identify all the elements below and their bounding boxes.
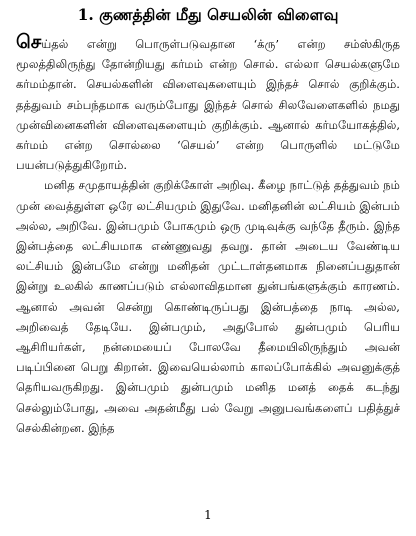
paragraph-1-text: ய்தல் என்று பொருள்படுவதான ‘க்ரு’ என்ற சம்ஸ்கிருத மூலத்திலிருந்து தோன்றியது கர்மம் என்ற சொல். எல்லா செயல்களுமே கர்மம்தான். செயல்களின் விளைவுகளையும் இந்தச் சொல் குறிக்கும். தத்துவம் சம்பந்தமாக வரும்போது இந்தச் சொல் சிலவேளைகளில் நமது முன்வினைகளின் விளைவுகளையும் குறிக்கும். ஆனால் கர்மயோகத்தில், கர்மம் என்ற சொல்லை ‘செயல்’ என்ற பொருளில் மட்டுமே பயன்படுத்துகிறோம். [16, 37, 400, 173]
paragraph-2-text: மனித சமுதாயத்தின் குறிக்கோள் அறிவு. கீழை நாட்டுத் தத்துவம் நம் முன் வைத்துள்ள ஒரே லட்சியமும் இதுவே. மனிதனின் லட்சியம் இன்பம் அல்ல, அறிவே. இன்பமும் போகமும் ஒரு முடிவுக்கு வந்தே தீரும். இந்த இன்பத்தை லட்சியமாக எண்ணுவது தவறு. தான் அடைய வேண்டிய லட்சியம் இன்பமே என்று மனிதன் முட்டாள்தனமாக நினைப்பதுதான் இன்று உலகில் காணப்படும் எல்லாவிதமான துன்பங்களுக்கும் காரணம். ஆனால் அவன் சென்று கொண்டிருப்பது இன்பத்தை நாடி அல்ல, அறிவைத் தேடியே. இன்பமும், அதுபோல் துன்பமும் பெரிய ஆசிரியர்கள், நன்மையைப் போலவே தீமையிலிருந்தும் அவன் படிப்பினை பெறு கிறான். இவையெல்லாம் காலப்போக்கில் அவனுக்குத் தெரியவருகிறது. இன்பமும் துன்பமும் மனித மனத் தைக் கடந்து செல்லும்போது, அவை அதன்மீது பல் வேறு அனுபவங்களைப் பதித்துச் செல்கின்றன. இந்த [16, 178, 400, 435]
drop-cap: செ [16, 31, 42, 53]
paragraph-1 [16, 32, 400, 175]
page-number: 1 [204, 508, 212, 522]
paragraph-2 [16, 175, 400, 438]
chapter-title: 1. குணத்தின் மீது செயலின் விளைவு [77, 5, 339, 24]
